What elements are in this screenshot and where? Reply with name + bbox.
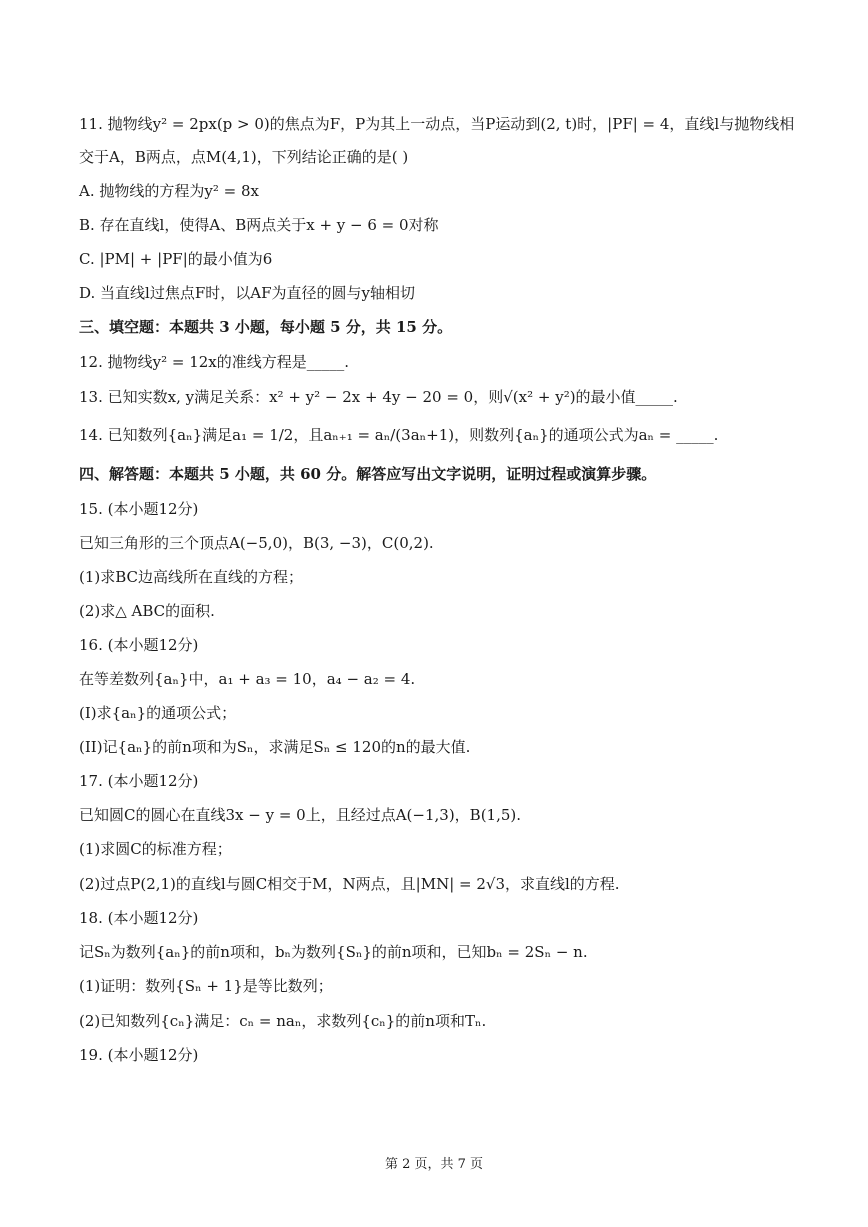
q17-stem: 已知圆C的圆心在直线3x − y = 0上，且经过点A(−1,3)，B(1,5). xyxy=(79,806,522,824)
q17-header: 17. (本小题12分) xyxy=(79,772,199,790)
section-4-heading: 四、解答题：本题共 5 小题，共 60 分。解答应写出文字说明，证明过程或演算步骤。 xyxy=(79,465,657,483)
q15-part1: (1)求BC边高线所在直线的方程； xyxy=(79,568,304,586)
q15-part2: (2)求△ ABC的面积. xyxy=(79,602,215,620)
page-footer: 第 2 页，共 7 页 xyxy=(384,1157,484,1172)
q16-part2: (II)记{aₙ}的前n项和为Sₙ，求满足Sₙ ≤ 120的n的最大值. xyxy=(79,738,471,756)
q15-header: 15. (本小题12分) xyxy=(79,500,199,518)
q17-part1: (1)求圆C的标准方程； xyxy=(79,840,232,858)
q11-option-a: A. 抛物线的方程为y² = 8x xyxy=(79,182,259,200)
section-3-heading: 三、填空题：本题共 3 小题，每小题 5 分，共 15 分。 xyxy=(79,318,453,336)
q17-part2: (2)过点P(2,1)的直线l与圆C相交于M，N两点，且|MN| = 2√3，求直线l的方程. xyxy=(79,875,620,893)
q16-stem: 在等差数列{aₙ}中，a₁ + a₃ = 10，a₄ − a₂ = 4. xyxy=(79,670,416,688)
q18-part1: (1)证明：数列{Sₙ + 1}是等比数列； xyxy=(79,977,333,995)
q11-option-b: B. 存在直线l，使得A、B两点关于x + y − 6 = 0对称 xyxy=(79,216,439,234)
q11-stem-line2: 交于A，B两点，点M(4,1)，下列结论正确的是( ) xyxy=(79,148,409,166)
q11-option-c: C. |PM| + |PF|的最小值为6 xyxy=(79,250,273,268)
q18-header: 18. (本小题12分) xyxy=(79,909,199,927)
q13: 13. 已知实数x, y满足关系：x² + y² − 2x + 4y − 20 = 0，则√(x² + y²)的最小值_____. xyxy=(79,388,678,406)
q11-stem-line1: 11. 抛物线y² = 2px(p > 0)的焦点为F，P为其上一动点，当P运动到(2, t)时，|PF| = 4，直线l与抛物线相 xyxy=(79,115,795,133)
q19-header: 19. (本小题12分) xyxy=(79,1046,199,1064)
q15-stem: 已知三角形的三个顶点A(−5,0)，B(3, −3)，C(0,2). xyxy=(79,534,434,552)
q18-part2: (2)已知数列{cₙ}满足：cₙ = naₙ，求数列{cₙ}的前n项和Tₙ. xyxy=(79,1012,487,1030)
q14: 14. 已知数列{aₙ}满足a₁ = 1/2，且aₙ₊₁ = aₙ/(3aₙ+1)，则数列{aₙ}的通项公式为aₙ = _____. xyxy=(79,426,719,444)
q16-header: 16. (本小题12分) xyxy=(79,636,199,654)
q16-part1: (I)求{aₙ}的通项公式； xyxy=(79,704,237,722)
q12: 12. 抛物线y² = 12x的准线方程是_____. xyxy=(79,353,350,371)
q11-option-d: D. 当直线l过焦点F时，以AF为直径的圆与y轴相切 xyxy=(79,284,415,302)
q18-stem: 记Sₙ为数列{aₙ}的前n项和，bₙ为数列{Sₙ}的前n项和，已知bₙ = 2Sₙ − n. xyxy=(79,943,588,961)
